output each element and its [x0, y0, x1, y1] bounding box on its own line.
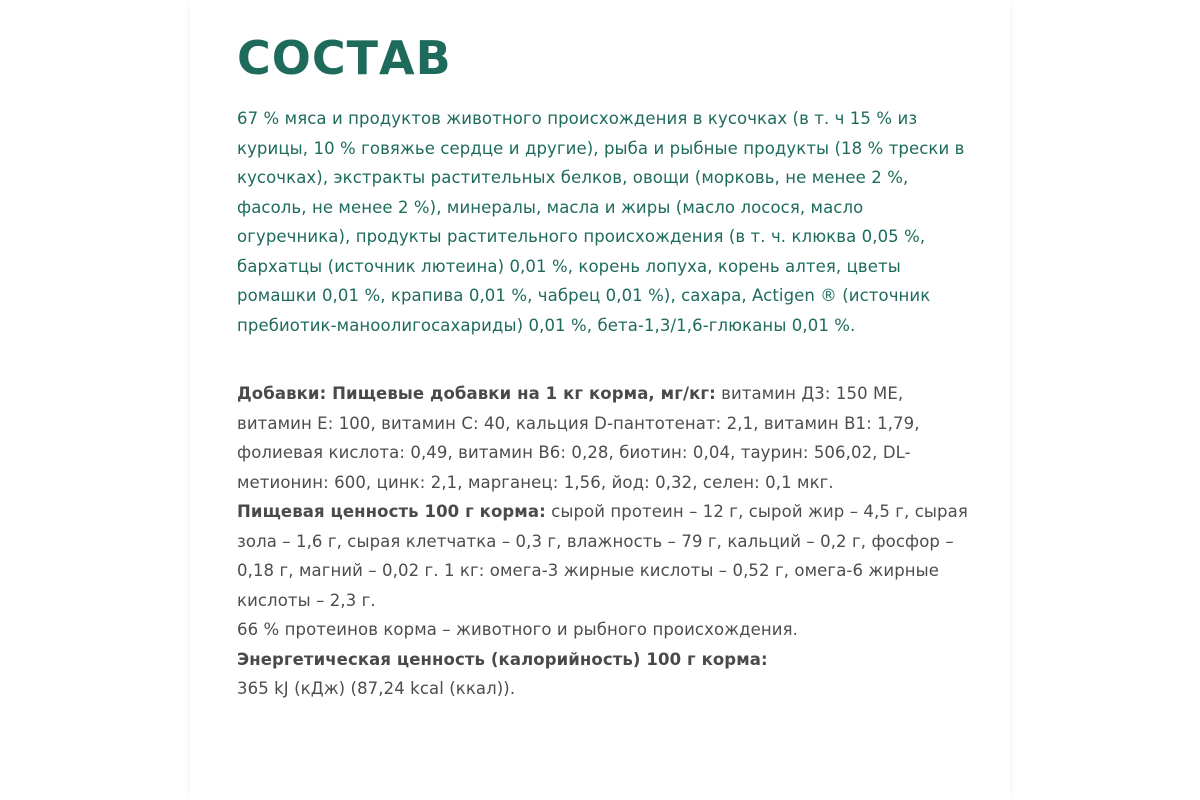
protein-note: 66 % протеинов корма – животного и рыбного происхождения. [237, 620, 798, 639]
energy-value: 365 kJ (кДж) (87,24 kcal (ккал)). [237, 679, 516, 698]
composition-text: 67 % мяса и продуктов животного происхождения в кусочках (в т. ч 15 % из курицы, 10 % говяжье сердце и другие), рыба и рыбные продукты (18 % трески в кусочках), экстракты растительных белков, овощи (морковь, не менее 2 %, фасоль, не менее 2 %), минералы, масла и жиры (масло лосося, масло огуречника), продукты растительного происхождения (в т. ч. клюква 0,05 %, бархатцы (источник лютеина) 0,01 %, корень лопуха, корень алтея, цветы ромашки 0,01 %, крапива 0,01 %, чабрец 0,01 %), сахара, Actigen ® (источник пребиотик-маноолигосахариды) 0,01 %, бета-1,3/1,6-глюканы 0,01 %. [237, 109, 965, 335]
energy-label: Энергетическая ценность (калорийность) 100 г корма: [237, 649, 768, 669]
page-title: СОСТАВ [237, 31, 452, 85]
additives-paragraph [237, 379, 977, 497]
additives-label: Добавки: Пищевые добавки на 1 кг корма, мг/кг: [237, 384, 716, 403]
additives-section [237, 379, 977, 704]
nutrition-label: Пищевая ценность 100 г корма: [237, 502, 546, 521]
nutrition-paragraph [237, 497, 977, 615]
nutrition-text: сырой протеин – 12 г, сырой жир – 4,5 г, сырая зола – 1,6 г, сырая клетчатка – 0,3 г, влажность – 79 г, кальций – 0,2 г, фосфор – 0,18 г, магний – 0,02 г. 1 кг: омега-3 жирные кислоты – 0,52 г, омега-6 жирные кислоты – 2,3 г. [237, 502, 968, 610]
additives-text: витамин Д3: 150 МЕ, витамин Е: 100, витамин С: 40, кальция D-пантотенат: 2,1, витамин В1: 1,79, фолиевая кислота: 0,49, витамин В6: 0,28, биотин: 0,04, таурин: 506,02, DL-метионин: 600, цинк: 2,1, марганец: 1,56, йод: 0,32, селен: 0,1 мкг. [237, 384, 920, 492]
energy-paragraph [237, 645, 977, 675]
